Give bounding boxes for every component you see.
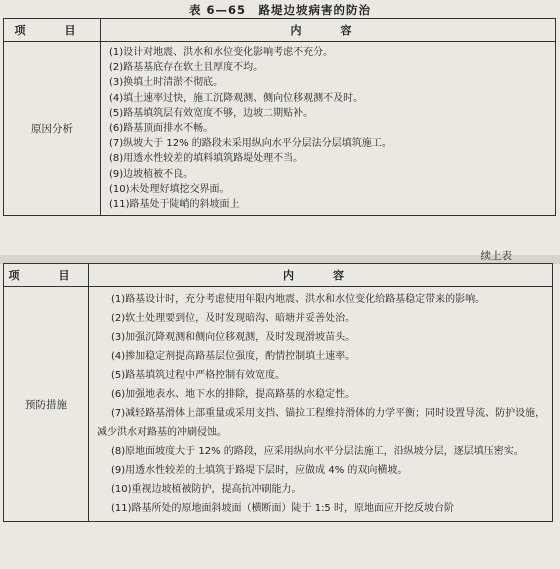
category-prevention: 预防措施 xyxy=(4,287,89,522)
list-item: (2)路基基底存在软土且厚度不均。 xyxy=(109,62,264,74)
list-item: (3)换填土时清淤不彻底。 xyxy=(109,77,224,89)
cause-list xyxy=(101,42,556,216)
list-item: (6)加强地表水、地下水的排除，提高路基的水稳定性。 xyxy=(111,389,356,400)
list-item: (11)路基所处的原地面斜坡面（横断面）陡于 1:5 时，原地面应开挖反坡台阶 xyxy=(111,503,454,514)
list-item: (9)边坡植被不良。 xyxy=(109,168,194,180)
prevention-table xyxy=(3,263,553,522)
list-item: (1)设计对地震、洪水和水位变化影响考虑不充分。 xyxy=(109,47,334,58)
table-row xyxy=(4,287,553,522)
table-title: 表 6—65 路堤边坡病害的防治 xyxy=(188,3,371,17)
list-item: (8)原地面坡度大于 12% 的路段，应采用纵向水平分层法施工，沿纵坡分层，逐层填压密实。 xyxy=(111,446,524,457)
list-item: (6)路基顶面排水不畅。 xyxy=(109,123,214,135)
table-header-row xyxy=(4,19,556,42)
list-item: (3)加强沉降观测和侧向位移观测，及时发现滑坡苗头。 xyxy=(111,332,356,343)
list-item: (4)掺加稳定剂提高路基层位强度，酌情控制填土速率。 xyxy=(111,351,356,362)
list-item: (9)用透水性较差的土填筑于路堤下层时，应做成 4% 的双向横坡。 xyxy=(111,465,408,476)
list-item: (2)软土处理要到位，及时发现暗沟、暗塘并妥善处治。 xyxy=(111,313,356,324)
header-content: 内 容 xyxy=(101,19,556,42)
table-row xyxy=(4,42,556,216)
list-item: (7)纵坡大于 12% 的路段未采用纵向水平分层法分层填筑施工。 xyxy=(109,138,392,150)
list-item: (1)路基设计时，充分考虑使用年限内地震、洪水和水位变化给路基稳定带来的影响。 xyxy=(111,294,486,305)
list-item: (4)填土速率过快，施工沉降观测、侧向位移观测不及时。 xyxy=(109,92,364,104)
list-item: (7)减轻路基滑体上部重量或采用支挡、锚拉工程维持滑体的力学平衡；同时设置导流、防护设施，减少洪水对路基的冲刷侵蚀。 xyxy=(97,408,546,438)
continued-label: 续上表 xyxy=(480,250,512,262)
header-content: 内 容 xyxy=(89,264,553,287)
list-item: (10)重视边坡植被防护，提高抗冲刷能力。 xyxy=(111,484,302,495)
list-item: (5)路基填筑层有效宽度不够，边坡二期贴补。 xyxy=(109,107,314,119)
list-item: (10)未处理好填挖交界面。 xyxy=(109,183,230,195)
prevention-list xyxy=(89,287,553,522)
header-item: 项 目 xyxy=(4,264,89,287)
header-item: 项 目 xyxy=(4,19,101,42)
list-item: (5)路基填筑过程中严格控制有效宽度。 xyxy=(111,370,286,381)
category-cause: 原因分析 xyxy=(4,42,101,216)
cause-table xyxy=(3,18,556,216)
table-header-row xyxy=(4,264,553,287)
list-item: (11)路基处于陡峭的斜坡面上 xyxy=(109,199,240,211)
list-item: (8)用透水性较差的填料填筑路堤处理不当。 xyxy=(109,153,304,165)
